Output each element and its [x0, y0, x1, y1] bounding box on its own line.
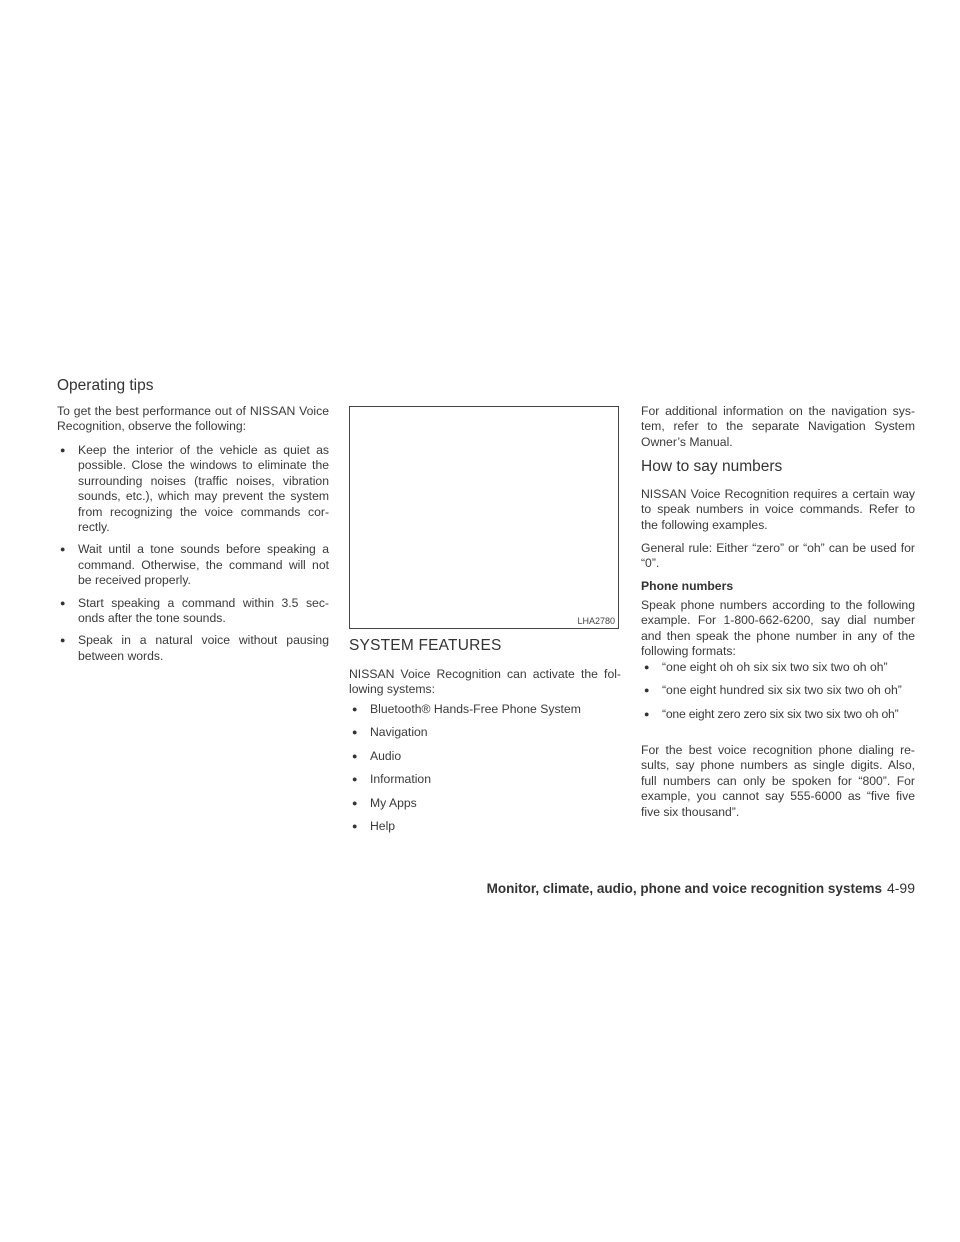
list-item: ● “one eight zero zero six six two six two oh oh”: [641, 707, 915, 722]
heading-how-to-say-numbers: How to say numbers: [641, 458, 783, 475]
best-results-note: For the best voice recognition phone dialing re-sults, say phone numbers as single digits. Also, full numbers can only be spoken for “800”. For example, you cannot say 555-6000 as “five five five six thousand”.: [641, 743, 915, 819]
list-item: ● Help: [349, 819, 621, 834]
page-footer: [452, 880, 915, 898]
figure-label: LHA2780: [577, 616, 615, 626]
numbers-intro: NISSAN Voice Recognition requires a certain way to speak numbers in voice commands. Refer to the following examples.: [641, 487, 915, 532]
list-item: ● “one eight hundred six six two six two oh oh”: [641, 683, 915, 698]
heading-phone-numbers: Phone numbers: [641, 579, 734, 593]
list-item: ● Speak in a natural voice without pausing between words.: [57, 633, 329, 664]
list-item: ● “one eight oh oh six six two six two oh oh”: [641, 660, 915, 675]
footer-section-title: Monitor, climate, audio, phone and voice recognition systems: [486, 881, 882, 896]
figure-image: [349, 406, 619, 629]
list-item: ● Navigation: [349, 725, 621, 740]
list-item: ● Information: [349, 772, 621, 787]
list-item: ● Audio: [349, 749, 621, 764]
navigation-note: For additional information on the navigation sys-tem, refer to the separate Navigation System Owner’s Manual.: [641, 404, 915, 449]
phone-formats-list: [641, 660, 915, 722]
general-rule: General rule: Either “zero” or “oh” can be used for “0”.: [641, 541, 915, 571]
system-features-intro: NISSAN Voice Recognition can activate the fol-lowing systems:: [349, 667, 621, 697]
list-item: ● My Apps: [349, 796, 621, 811]
list-item: ● Keep the interior of the vehicle as quiet as possible. Close the windows to eliminate the surrounding noises (traffic noises, vibration sounds, etc.), which may prevent the system from recognizing the voice commands cor-rectly.: [57, 443, 329, 535]
page-number: 4-99: [886, 880, 915, 896]
operating-tips-intro: To get the best performance out of NISSAN Voice Recognition, observe the following:: [57, 404, 329, 434]
phone-numbers-intro: Speak phone numbers according to the following example. For 1-800-662-6200, say dial number and then speak the phone number in any of the following formats:: [641, 598, 915, 659]
heading-system-features: SYSTEM FEATURES: [349, 637, 502, 654]
system-features-list: [349, 702, 621, 834]
operating-tips-list: [57, 443, 329, 664]
list-item: ● Start speaking a command within 3.5 sec-onds after the tone sounds.: [57, 596, 329, 627]
heading-operating-tips: Operating tips: [57, 377, 154, 394]
list-item: ● Wait until a tone sounds before speaking a command. Otherwise, the command will not be received properly.: [57, 542, 329, 588]
list-item: ● Bluetooth® Hands-Free Phone System: [349, 702, 621, 717]
